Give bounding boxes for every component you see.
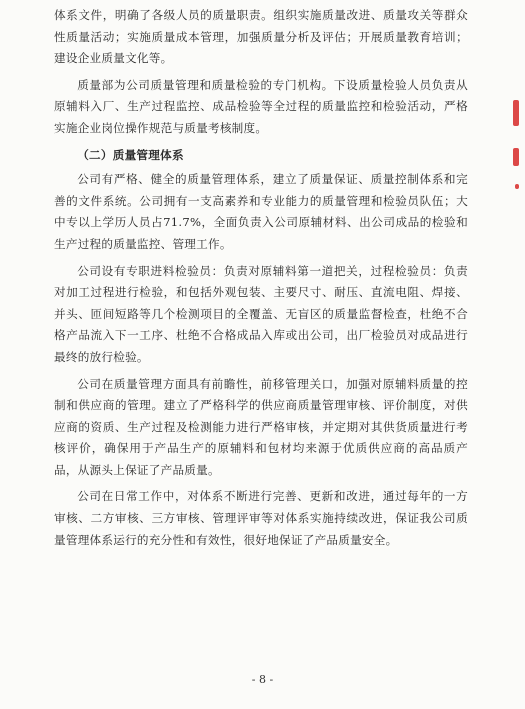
red-stamp-edge-mark: [515, 184, 519, 189]
paragraph-inspectors: 公司设有专职进料检验员：负责对原辅料第一道把关，过程检验员：负责对加工过程进行检验，和包括外观包装、主要尺寸、耐压、直流电阻、焊接、并头、匝间短路等几个检测项目的全覆盖、无盲区的质量监督检查，杜绝不合格产品流入下一工序、杜绝不合格成品入库或出公司，出厂检验员对成品进行最终的放行检验。: [54, 263, 468, 364]
red-stamp-edge-mark: [513, 100, 519, 126]
paragraph-quality-department: 质量部为公司质量管理和质量检验的专门机构。下设质量检验人员负责从原辅料入厂、生产过程监控、成品检验等全过程的质量监控和检验活动，严格实施企业岗位操作规范与质量考核制度。: [54, 77, 468, 135]
section-heading: （二）质量管理体系: [77, 147, 184, 162]
document-body: [54, 5, 468, 556]
page-number: - 8 -: [251, 673, 274, 686]
red-stamp-edge-mark: [513, 148, 519, 166]
paragraph-continuous-improvement: 公司在日常工作中，对体系不断进行完善、更新和改进，通过每年的一方审核、二方审核、三方审核、管理评审等对体系实施持续改进，保证我公司质量管理体系运行的充分性和有效性，很好地保证了产品质量安全。: [54, 489, 468, 547]
paragraph-quality-system: 公司有严格、健全的质量管理体系，建立了质量保证、质量控制体系和完善的文件系统。公司拥有一支高素养和专业能力的质量管理和检验员队伍；大中专以上学历人员占71.7%，全面负责入公司原辅材料、出公司成品的检验和生产过程的质量监控、管理工作。: [54, 172, 468, 251]
paragraph-quality-responsibilities: 体系文件，明确了各级人员的质量职责。组织实施质量改进、质量攻关等群众性质量活动；实施质量成本管理，加强质量分析及评估；开展质量教育培训；建设企业质量文化等。: [54, 8, 468, 66]
paragraph-supplier-management: 公司在质量管理方面具有前瞻性，前移管理关口，加强对原辅料质量的控制和供应商的管理。建立了严格科学的供应商质量管理审核、评价制度，对供应商的资质、生产过程及检测能力进行严格审核，并定期对其供货质量进行考核评价，确保用于产品生产的原辅料和包材均来源于优质供应商的高品质产品，从源头上保证了产品质量。: [54, 376, 468, 477]
